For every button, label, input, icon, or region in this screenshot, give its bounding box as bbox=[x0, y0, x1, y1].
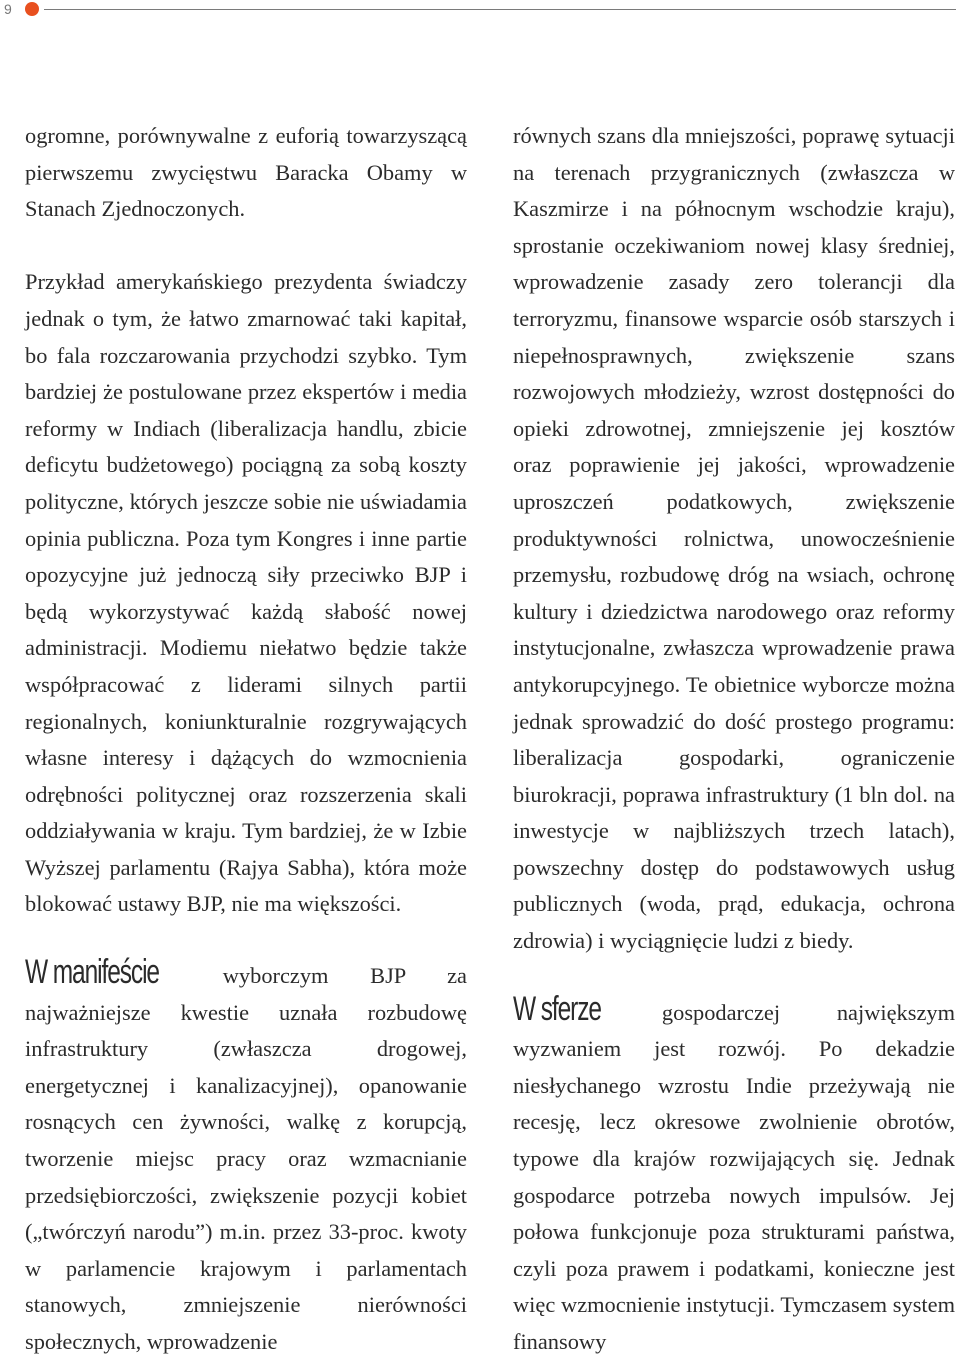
lead-in-words: W sferze bbox=[513, 989, 601, 1028]
left-paragraph-2: Przykład amerykańskiego prezydenta świadczy jednak o tym, że łatwo zmarnować taki kapitał, bo fala rozczarowania przychodzi szybko. Tym bardziej że postulowane przez ekspertów i media reformy w Indiach (liberalizacja handlu, zbicie deficytu budżetowego) pociągną za sobą koszty polityczne, których jeszcze sobie nie uświadamia opinia publiczna. Poza tym Kongres i inne partie opozycyjne już jednoczą siły przeciwko BJP i będą wykorzystywać każdą słabość nowej administracji. Modiemu niełatwo będzie także współpracować z liderami silnych partii regionalnych, koniunkturalnie rozgrywających własne interesy i dążących do wzmocnienia odrębności politycznej oraz rozszerzenia skali oddziaływania w kraju. Tym bardziej, że w Izbie Wyższej parlamentu (Rajya Sabha), która może blokować ustawy BJP, nie ma większości. bbox=[25, 269, 467, 917]
left-paragraph-1: ogromne, porównywalne z euforią towarzyszącą pierwszemu zwycięstwu Baracka Obamy w Stanach Zjednoczonych. bbox=[25, 123, 467, 222]
page-number: 9 bbox=[4, 1, 12, 17]
right-paragraph-2 bbox=[513, 991, 955, 1361]
page-header bbox=[0, 0, 960, 24]
lead-in-words: W manifeście bbox=[25, 953, 159, 992]
right-paragraph-1: równych szans dla mniejszości, poprawę sytuacji na terenach przygranicznych (zwłaszcza w Kaszmirze i na północnym wschodzie kraju), sprostanie oczekiwaniom nowej klasy średniej, wprowadzenie zasady zero tolerancji dla terroryzmu, finansowe wsparcie osób starszych i niepełnosprawnych, zwiększenie szans rozwojowych młodzieży, wzrost dostępności do opieki zdrowotnej, zmniejszenie jej kosztów oraz poprawienie jej jakości, wprowadzenie uproszczeń podatkowych, zwiększenie produktywności rolnictwa, unowocześnienie przemysłu, rozbudowę dróg na wsiach, ochronę kultury i dziedzictwa narodowego oraz reformy instytucjonalne, zwłaszcza wprowadzenie prawa antykorupcyjnego. Te obietnice wyborcze można jednak sprowadzić do dość prostego programu: liberalizacja gospodarki, ograniczenie biurokracji, poprawa infrastruktury (1 bln dol. na inwestycje w najbliższych trzech latach), powszechny dostęp do podstawowych usług publicznych (woda, prąd, edukacja, ochrona zdrowia) i wyciągnięcie ludzi z biedy. bbox=[513, 123, 955, 954]
left-column bbox=[25, 118, 467, 1361]
right-column bbox=[513, 118, 955, 1361]
header-rule bbox=[44, 9, 956, 10]
right-paragraph-2-body: gospodarczej największym wyzwaniem jest rozwój. Po dekadzie niesłychanego wzrostu Indie przeżywają nie recesję, lecz okresowe zwolnienie obrotów, typowe dla krajów rozwijających się. Jednak gospodarce potrzeba nowych impulsów. Jej połowa funkcjonuje poza strukturami państwa, czyli poza prawem i podatkami, konieczne jest więc wzmocnienie instytucji. Tymczasem system finansowy bbox=[513, 999, 955, 1354]
left-paragraph-3 bbox=[25, 954, 467, 1361]
left-paragraph-3-body: wyborczym BJP za najważniejsze kwestie uznała rozbudowę infrastruktury (zwłaszcza drogowej, energetycznej i kanalizacyjnej), opanowanie rosnących cen żywności, walkę z korupcją, tworzenie miejsc pracy oraz wzmacnianie przedsiębiorczości, zwiększenie pozycji kobiet („twórczyń narodu”) m.in. przez 33-proc. kwoty w parlamencie krajowym i parlamentach stanowych, zmniejszenie nierówności społecznych, wprowadzenie bbox=[25, 963, 467, 1354]
header-accent-dot bbox=[25, 2, 39, 16]
